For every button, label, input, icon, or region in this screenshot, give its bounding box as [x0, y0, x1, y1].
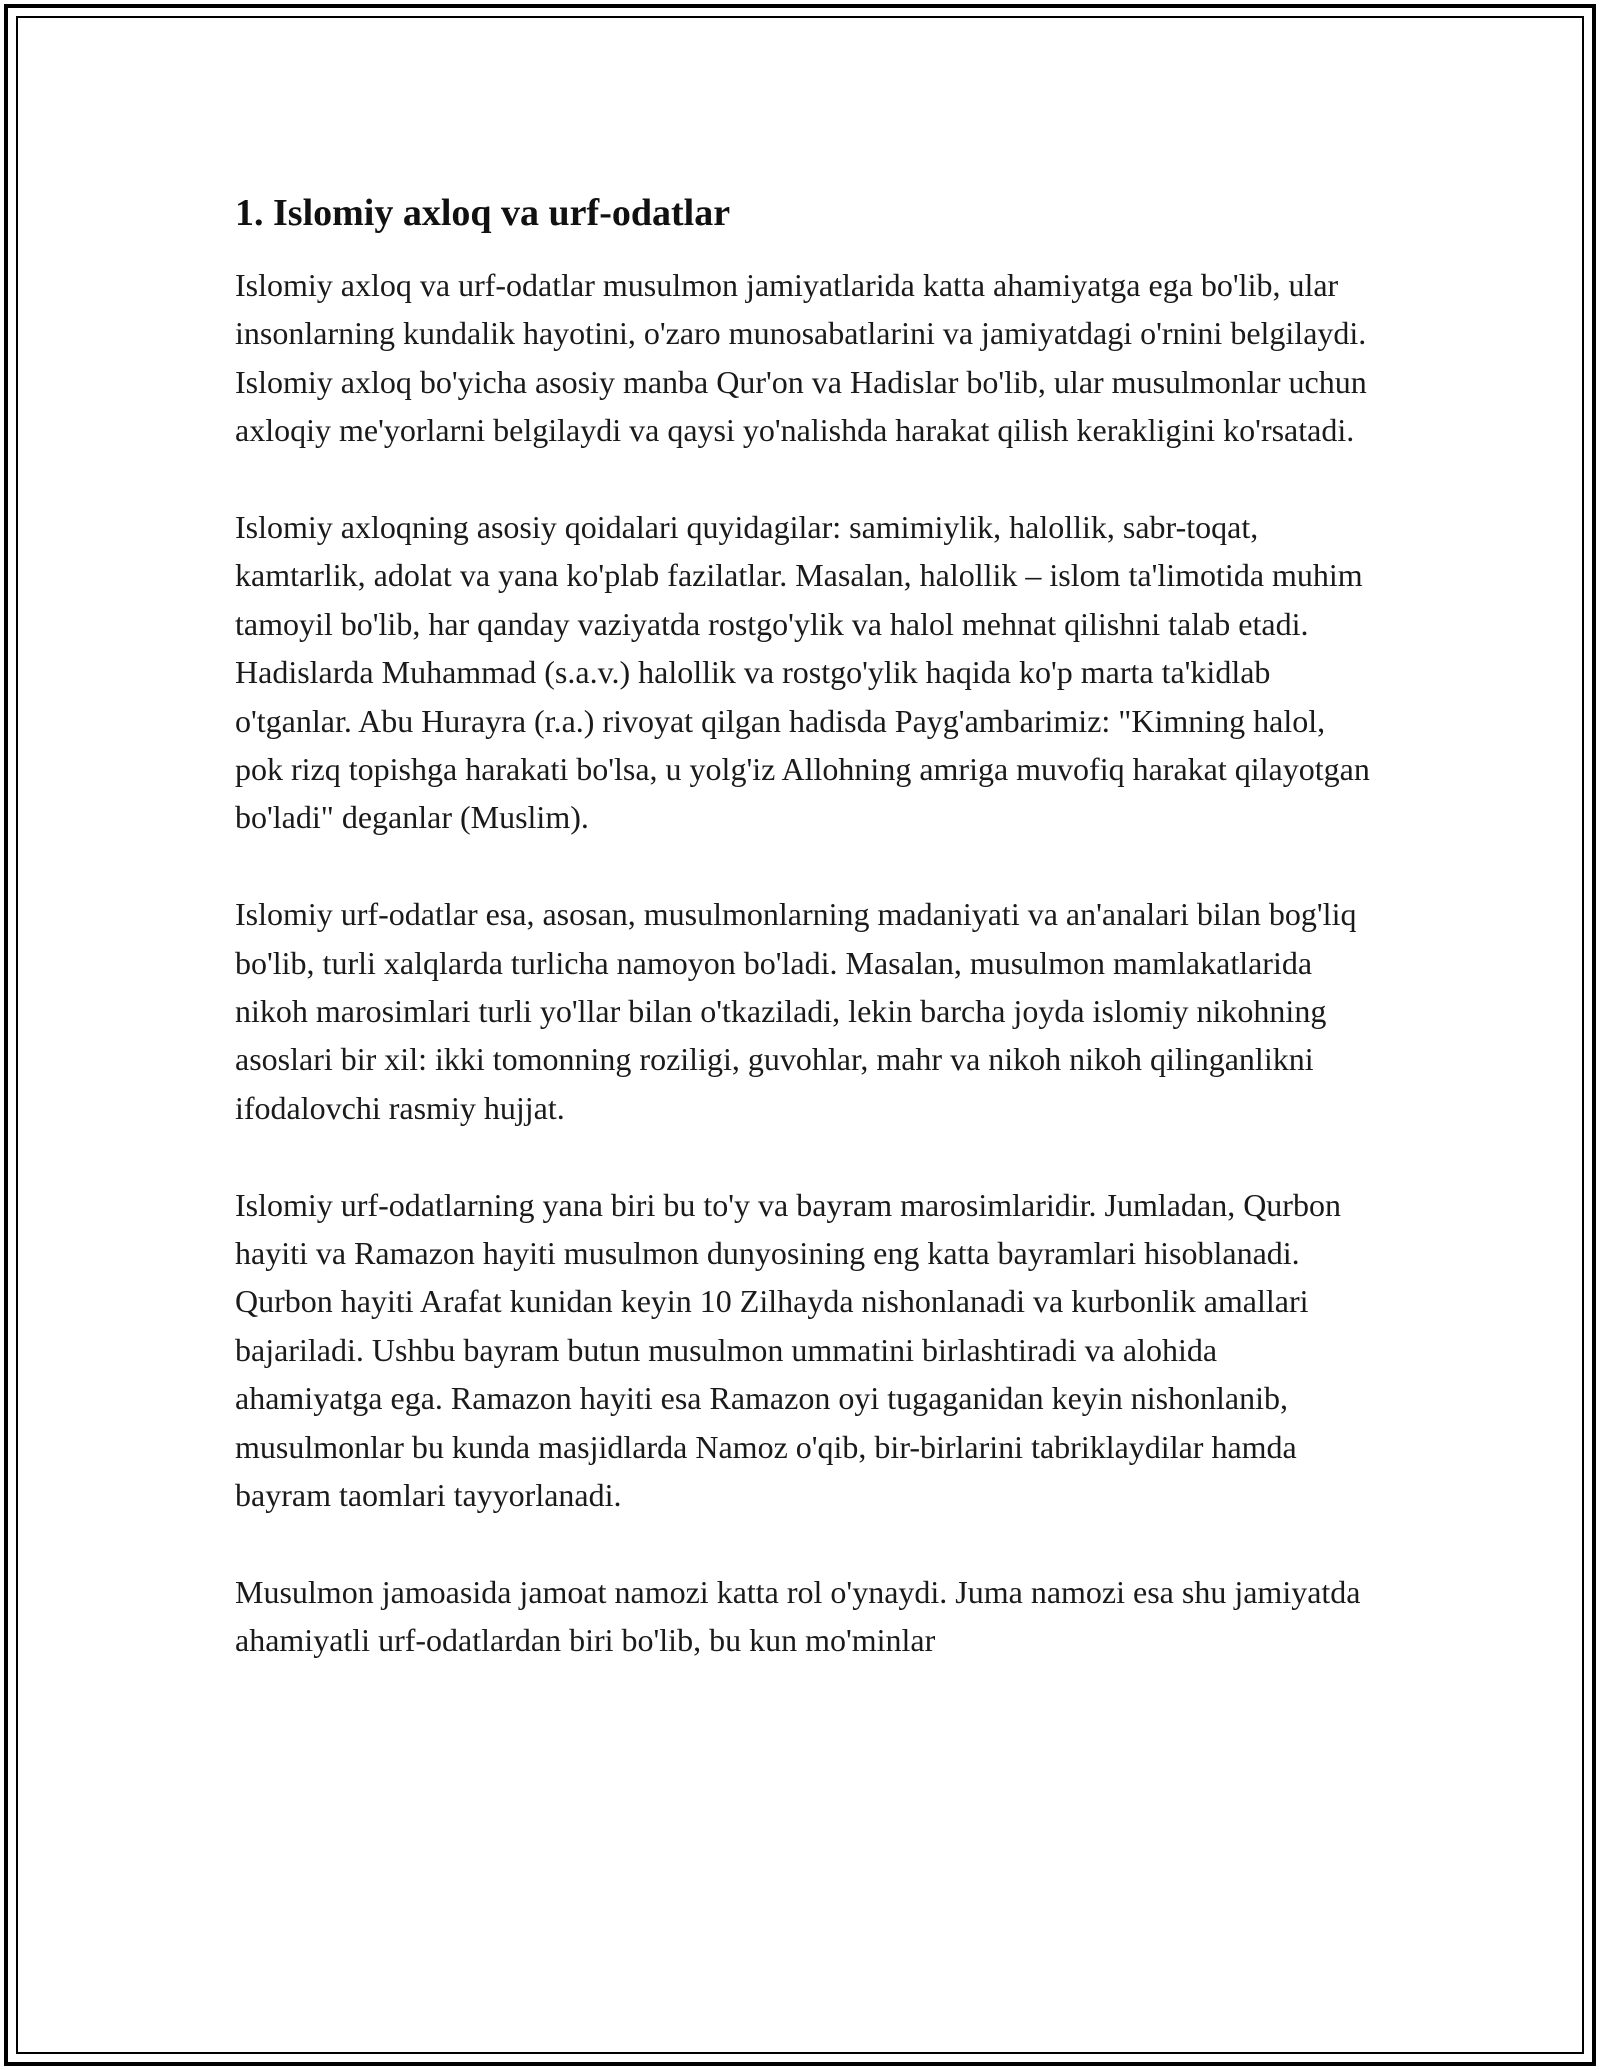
document-body [235, 185, 1370, 1713]
paragraph-5: Musulmon jamoasida jamoat namozi katta rol o'ynaydi. Juma namozi esa shu jamiyatda ahamiyatli urf-odatlardan biri bo'lib, bu kun mo'minlar [235, 1573, 1361, 1659]
section-heading: 1. Islomiy axloq va urf-odatlar [235, 192, 731, 234]
paragraph-1: Islomiy axloq va urf-odatlar musulmon jamiyatlarida katta ahamiyatga ega bo'lib, ular insonlarning kundalik hayotini, o'zaro munosabatlarini va jamiyatdagi o'rnini belgilaydi. Islomiy axloq bo'yicha asosiy manba Qur'on va Hadislar bo'lib, ular musulmonlar uchun axloqiy me'yorlarni belgilaydi va qaysi yo'nalishda harakat qilish kerakligini ko'rsatadi. [235, 267, 1367, 449]
paragraph-3: Islomiy urf-odatlar esa, asosan, musulmonlarning madaniyati va an'analari bilan bog'liq bo'lib, turli xalqlarda turlicha namoyon bo'ladi. Masalan, musulmon mamlakatlarida nikoh marosimlari turli yo'llar bilan o'tkaziladi, lekin barcha joyda islomiy nikohning asoslari bir xil: ikki tomonning roziligi, guvohlar, mahr va nikoh nikoh qilinganlikni ifodalovchi rasmiy hujjat. [235, 896, 1357, 1126]
paragraph-2: Islomiy axloqning asosiy qoidalari quyidagilar: samimiylik, halollik, sabr-toqat, kamtarlik, adolat va yana ko'plab fazilatlar. Masalan, halollik – islom ta'limotida muhim tamoyil bo'lib, har qanday vaziyatda rostgo'ylik va halol mehnat qilishni talab etadi. Hadislarda Muhammad (s.a.v.) halollik va rostgo'ylik haqida ko'p marta ta'kidlab o'tganlar. Abu Hurayra (r.a.) rivoyat qilgan hadisda Payg'ambarimiz: "Kimning halol, pok rizq topishga harakati bo'lsa, u yolg'iz Allohning amriga muvofiq harakat qilayotgan bo'ladi" deganlar (Muslim). [235, 509, 1370, 836]
paragraph-4: Islomiy urf-odatlarning yana biri bu to'y va bayram marosimlaridir. Jumladan, Qurbon hayiti va Ramazon hayiti musulmon dunyosining eng katta bayramlari hisoblanadi. Qurbon hayiti Arafat kunidan keyin 10 Zilhayda nishonlanadi va kurbonlik amallari bajariladi. Ushbu bayram butun musulmon ummatini birlashtiradi va alohida ahamiyatga ega. Ramazon hayiti esa Ramazon oyi tugaganidan keyin nishonlanib, musulmonlar bu kunda masjidlarda Namoz o'qib, bir-birlarini tabriklaydilar hamda bayram taomlari tayyorlanadi. [235, 1186, 1341, 1514]
